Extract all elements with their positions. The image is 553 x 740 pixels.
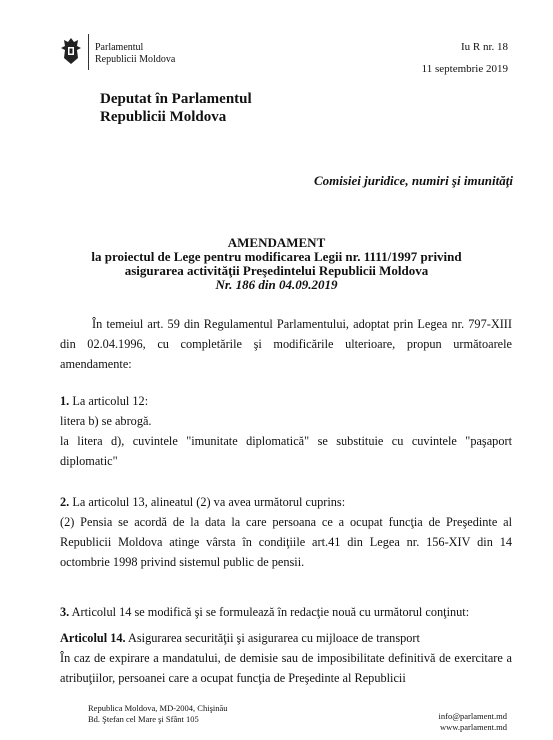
title-line-4: Nr. 186 din 04.09.2019 <box>215 277 338 292</box>
item-2-number: 2. <box>60 495 70 509</box>
intro-paragraph: În temeiul art. 59 din Regulamentul Parlamentului, adoptat prin Legea nr. 797-XIII din 02.04.1996, cu completările şi modificările ulterioare, propun următoarele amendamente: <box>60 317 512 371</box>
article-14-text: În caz de expirare a mandatului, de demisie sau de imposibilitate definitivă de exercitare a atribuţiilor, persoanei care a ocupat funcţia de Preşedinte al Republicii <box>60 651 512 685</box>
amendment-item-2 <box>60 492 512 572</box>
website-link[interactable]: www.parlament.md <box>440 722 507 732</box>
item-1-line-b: la litera d), cuvintele "imunitate diplomatică" se substituie cu cuvintele "paşaport diplomatic" <box>60 434 512 468</box>
org-line-2: Republicii Moldova <box>95 54 176 65</box>
coat-of-arms-icon <box>60 36 82 66</box>
item-1-number: 1. <box>60 394 70 408</box>
item-2-heading: 2. La articolul 13, alineatul (2) va avea următorul cuprins: <box>60 495 346 509</box>
header-divider <box>88 34 89 70</box>
reference-number: Iu R nr. 18 <box>460 41 508 53</box>
sender-line-2: Republicii Moldova <box>100 109 227 125</box>
address-line-1: Republica Moldova, MD-2004, Chişinău <box>88 703 228 713</box>
document-date: 11 septembrie 2019 <box>421 63 508 75</box>
item-2-text: (2) Pensia se acordă de la data la care persoana ce a ocupat funcţia de Preşedinte al Republicii Moldova atinge vârsta în condiţiile art.41 din Legea nr. 156-XIV din 14 octombrie 1998 privind sistemul public de pensii. <box>60 515 512 569</box>
amendment-item-3 <box>60 602 512 688</box>
document-title <box>0 236 553 292</box>
recipient: Comisiei juridice, numiri şi imunităţi <box>313 173 513 188</box>
item-1-line-a: litera b) se abrogă. <box>60 414 152 428</box>
footer-contacts <box>439 711 508 733</box>
organization-name <box>95 42 175 66</box>
address-line-2: Bd. Ştefan cel Mare şi Sfânt 105 <box>88 714 199 724</box>
item-3-number: 3. <box>60 605 70 619</box>
item-3-heading: 3. Articolul 14 se modifică şi se formulează în redacţie nouă cu următorul conţinut: <box>60 605 470 619</box>
org-line-1: Parlamentul <box>95 42 144 53</box>
article-14-heading <box>60 628 512 648</box>
article-14-title: Asigurarea securităţii şi asigurarea cu mijloace de transport <box>127 631 420 645</box>
sender-block <box>100 90 252 126</box>
sender-line-1: Deputat în Parlamentul <box>100 91 252 107</box>
email-link[interactable]: info@parlament.md <box>438 711 507 721</box>
article-14-label: Articolul 14. <box>60 631 126 645</box>
amendment-item-1 <box>60 391 512 471</box>
item-1-heading: 1. La articolul 12: <box>60 394 149 408</box>
document-reference <box>422 36 508 80</box>
title-line-1: AMENDAMENT <box>227 235 326 250</box>
footer-address <box>88 703 228 725</box>
title-line-3: asigurarea activităţii Preşedintelui Republicii Moldova <box>124 263 429 278</box>
title-line-2: la proiectul de Lege pentru modificarea Legii nr. 1111/1997 privind <box>91 249 462 264</box>
